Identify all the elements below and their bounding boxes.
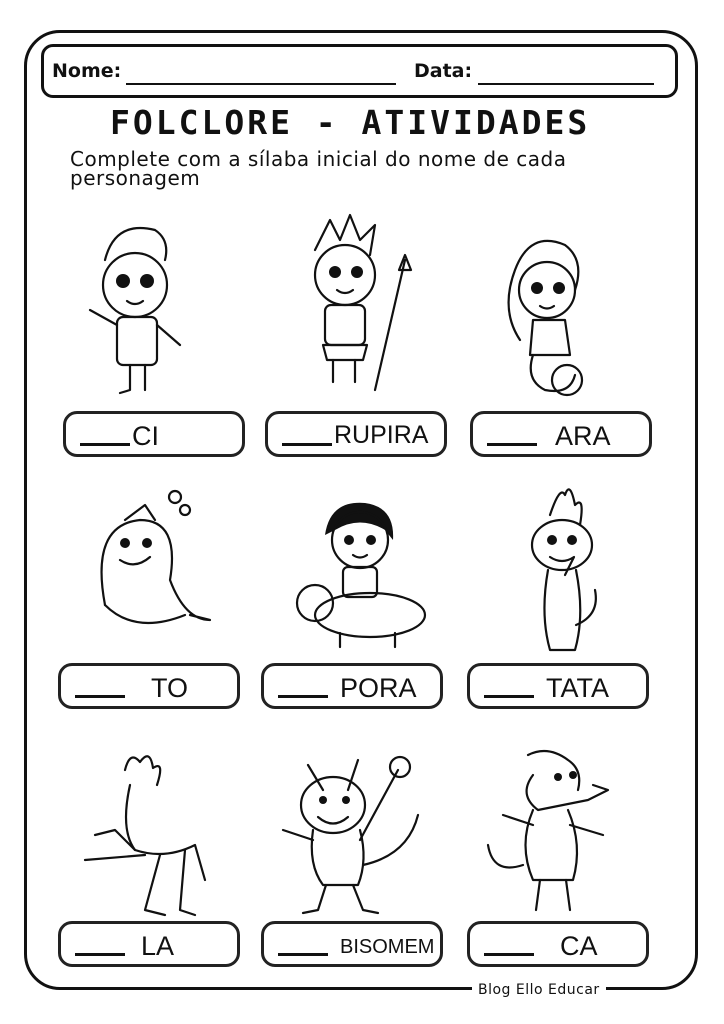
syllable-text: BISOMEM: [340, 936, 435, 958]
answer-box: [467, 921, 649, 967]
cuca-icon: [478, 745, 618, 920]
answer-box: [58, 921, 240, 967]
caipora-icon: [285, 495, 435, 655]
answer-blank[interactable]: [282, 443, 332, 446]
syllable-text: PORA: [340, 673, 417, 703]
syllable-text: RUPIRA: [334, 421, 429, 449]
syllable-text: TO: [151, 673, 189, 703]
instructions: Complete com a sílaba inicial do nome de cada personagem: [70, 147, 567, 190]
answer-blank[interactable]: [484, 953, 534, 956]
curupira-icon: [285, 210, 425, 395]
lobisomem-icon: [268, 745, 438, 920]
answer-box: [265, 411, 447, 457]
date-label: Data:: [414, 60, 473, 82]
mula-sem-cabeca-icon: [75, 750, 215, 920]
saci-icon: [75, 215, 195, 400]
name-field[interactable]: [126, 83, 396, 85]
answer-box: [63, 411, 245, 457]
date-field[interactable]: [478, 83, 654, 85]
syllable-text: LA: [141, 931, 175, 961]
boto-icon: [85, 485, 220, 650]
name-label: Nome:: [52, 60, 122, 82]
syllable-text: CA: [560, 931, 598, 961]
syllable-text: TATA: [546, 673, 609, 703]
answer-box: [261, 663, 443, 709]
answer-box: [470, 411, 652, 457]
answer-blank[interactable]: [278, 695, 328, 698]
answer-box: [58, 663, 240, 709]
student-info-box: [41, 44, 678, 98]
answer-blank[interactable]: [75, 953, 125, 956]
answer-blank[interactable]: [80, 443, 130, 446]
answer-blank[interactable]: [484, 695, 534, 698]
answer-box: [261, 921, 443, 967]
answer-blank[interactable]: [75, 695, 125, 698]
syllable-text: ARA: [555, 421, 611, 451]
iara-icon: [485, 230, 610, 405]
syllable-text: CI: [132, 421, 159, 451]
answer-box: [467, 663, 649, 709]
answer-blank[interactable]: [487, 443, 537, 446]
page-title: FOLCLORE - ATIVIDADES: [110, 103, 591, 142]
boitata-icon: [510, 485, 610, 665]
footer-credit: Blog Ello Educar: [472, 982, 606, 998]
answer-blank[interactable]: [278, 953, 328, 956]
